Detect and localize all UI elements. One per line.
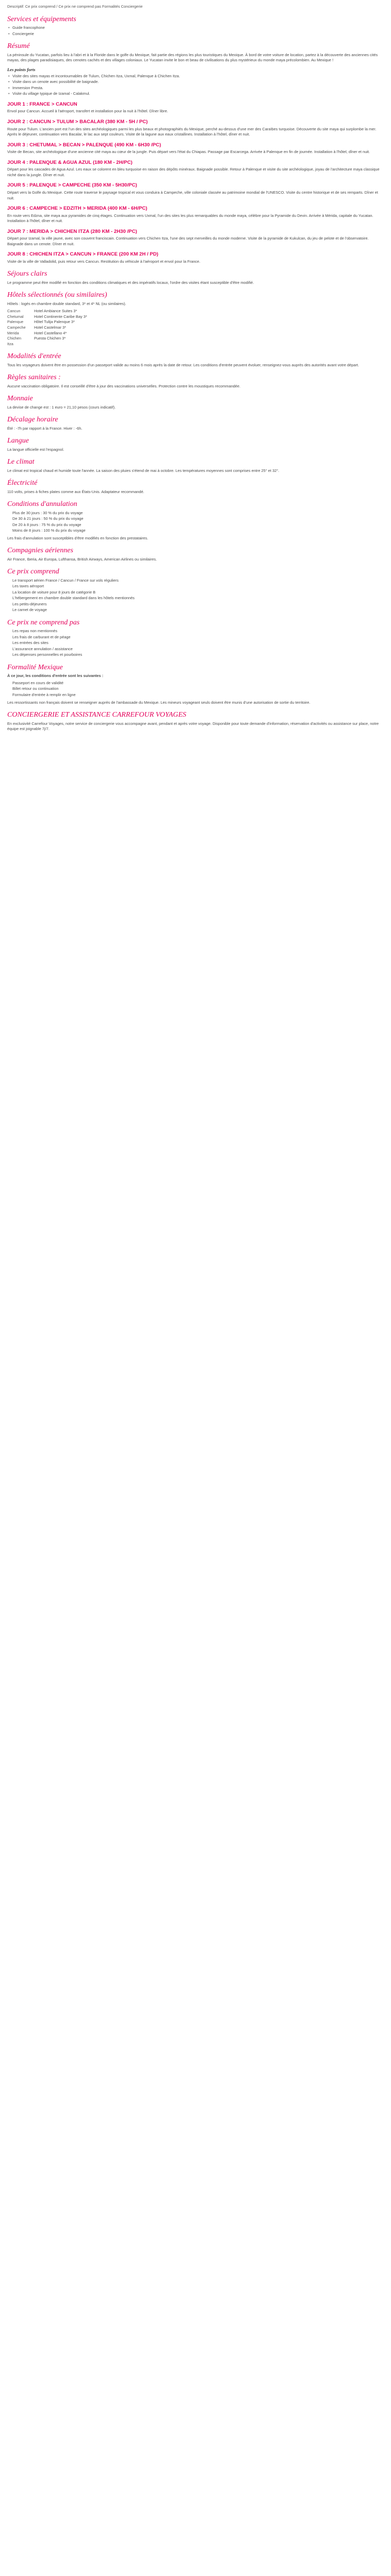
- formalites-intro: À ce jour, les conditions d'entrée sont les suivantes :: [7, 673, 104, 679]
- ne-comprend-item: Les frais de carburant et de péage: [12, 634, 71, 639]
- sejours-text: Le programme peut être modifié en fonction des conditions climatiques et des impératifs locaux, l'ordre des visites étant susceptible d'être modifié.: [7, 280, 254, 285]
- formalites-list: [7, 681, 384, 698]
- hotel-city: Cancun: [7, 309, 21, 314]
- resume-title: Résumé: [7, 42, 30, 50]
- decalage-text: Été : -7h par rapport à la France. Hiver : -6h.: [7, 426, 83, 431]
- day-text: Route pour Tulum. L'ancien port est l'un des sites archéologiques parmi les plus beaux et photographiés du Mexique, perché au-dessus d'une mer des Caraïbes turquoise. Découverte du site maya qui surplombe la mer. Après le déjeuner, continuation vers Bacalar, le lac aux sept couleurs. Visite de la lagune aux eaux cristallines. Installation à l'hôtel, dîner et nuit.: [7, 126, 377, 137]
- ne-comprend-item: Les entrées des sites: [12, 640, 48, 646]
- day-title: JOUR 5 : PALENQUE > CAMPECHE (350 KM - 5H30/PC): [7, 182, 137, 189]
- formalites-title: Formalité Mexique: [7, 663, 63, 671]
- condition-item: De 30 à 21 jours : 50 % du prix du voyage: [12, 516, 84, 521]
- table-row: [7, 325, 93, 331]
- points-forts-title: Les points forts: [7, 66, 36, 72]
- point-fort-item: • Immersion Presta.: [7, 86, 384, 91]
- day-title: JOUR 6 : CAMPECHE > EDZITH > MERIDA (400 KM - 6H/PC): [7, 206, 148, 212]
- formalite-item: Billet retour ou continuation: [12, 686, 59, 691]
- day-title: JOUR 3 : CHETUMAL > BECAN > PALENQUE (490 KM - 6H30 /PC): [7, 142, 161, 148]
- langue-text: La langue officielle est l'espagnol.: [7, 447, 64, 452]
- day-text: Visite de la ville de Valladolid, puis retour vers Cancun. Restitution du véhicule à l'aéroport et envol pour la France.: [7, 259, 201, 264]
- day-title: JOUR 8 : CHICHEN ITZA > CANCUN > FRANCE (200 KM 2H / PD): [7, 251, 158, 258]
- itinerary: [7, 101, 384, 265]
- modalite-text: Tous les voyageurs doivent être en possession d'un passeport valide au moins 6 mois après la date de retour. Les conditions d'entrée peuvent évoluer, renseignez-vous auprès des autorités avant votre départ.: [7, 362, 359, 367]
- table-row: [7, 314, 93, 320]
- service-item: • Guide francophone: [7, 25, 384, 31]
- ne-comprend-item: Les repas non mentionnés: [12, 629, 58, 634]
- decalage-title: Décalage horaire: [7, 416, 58, 424]
- conciergerie-title: CONCIERGERIE ET ASSISTANCE CARREFOUR VOYAGES: [7, 711, 187, 719]
- conditions-note: Les frais d'annulation sont susceptibles d'être modifiés en fonction des prestataires.: [7, 535, 149, 540]
- condition-item: Plus de 30 jours : 30 % du prix du voyage: [12, 510, 83, 515]
- header-note: Descriptif: Ce prix comprend / Ce prix ne comprend pas Formalités Conciergerie: [7, 4, 143, 9]
- langue-title: Langue: [7, 437, 29, 445]
- hotel-city: Palenque: [7, 319, 24, 325]
- monnaie-text: La devise de change est : 1 euro = 21,10 pesos (cours indicatif).: [7, 404, 116, 410]
- points-forts-list: [7, 74, 384, 97]
- comprend-title: Ce prix comprend: [7, 568, 59, 576]
- conditions-title: Conditions d'annulation: [7, 500, 77, 509]
- hotels-title: Hôtels sélectionnés (ou similaires): [7, 291, 107, 299]
- day-text: Départ vers la Golfe du Mexique. Cette route traverse le paysage tropical et vous conduira à Campeche, ville coloniale classée au patrimoine mondial de l'UNESCO. Visite du centre historique et de ses remparts. Dîner et nuit.: [7, 190, 378, 200]
- climat-text: Le climat est tropical chaud et humide toute l'année. La saison des pluies s'étend de mai à octobre. Les températures moyennes sont comprises entre 25° et 32°.: [7, 468, 280, 473]
- day-text: Envol pour Cancun. Accueil à l'aéroport, transfert et installation pour la nuit à l'hôtel. Dîner libre.: [7, 109, 168, 114]
- ne-comprend-item: L'assurance annulation / assistance: [12, 646, 73, 651]
- comprend-item: Les petits-déjeuners: [12, 601, 47, 606]
- comprend-item: Les taxes aéroport: [12, 584, 44, 589]
- services-title: Services et équipements: [7, 15, 76, 23]
- compagnies-text: Air France, Iberia, Air Europa, Lufthansa, British Airways, American Airlines ou similaires.: [7, 556, 157, 562]
- hotel-city: Chichen Itza: [7, 336, 22, 346]
- hotel-city: Merida: [7, 330, 19, 335]
- formalite-item: Passeport en cours de validité: [12, 680, 64, 685]
- day-text: Départ pour les cascades de Agua Azul. Les eaux se colorent en bleu turquoise en raison des dépôts minéraux. Baignade possible. Retour à Palenque et visite du site archéologique, joyau de l'architecture maya classique niché dans la jungle. Dîner et nuit.: [7, 167, 380, 177]
- sejours-title: Séjours clairs: [7, 270, 47, 278]
- hotel-name: Puesta Chichen 3*: [34, 336, 66, 341]
- comprend-item: La location de voiture pour 8 jours de catégorie B: [12, 589, 96, 595]
- hotels-table: [7, 309, 93, 347]
- hotel-city: Chetumal: [7, 314, 24, 319]
- electricite-title: Électricité: [7, 479, 38, 487]
- point-fort-item: • Visite dans un cenote avec possibilité de baignade.: [7, 79, 384, 85]
- day-text: Visite de Becan, site archéologique d'une ancienne cité maya au cœur de la jungle. Puis départ vers l'état du Chiapas. Passage par Escarcega. Arrivée à Palenque en fin de journée. Installation à l'hôtel, dîner et nuit.: [7, 149, 370, 155]
- hotel-name: Hôtel Tulija Palenque 3*: [34, 319, 75, 325]
- ne-comprend-list: [7, 629, 384, 658]
- resume-text: La péninsule du Yucatan, parfois lieu à l'abri et à la Floride dans le golfe du Mexique, fait partie des régions les plus touristiques du Mexique. À bord de votre voiture de location, partez à la découverte des anciennes cités mayas, des plages paradisiaques, des cenotes cachés et des villages coloniaux. Le Yucatan invite le bon et beau de civilisations du plus mystérieux du monde maya précolombien. Au Mexique !: [7, 52, 378, 63]
- point-fort-item: • Visite des sites mayas et incontournables de Tulum, Chichen Itza, Uxmal, Palenque à Chichen Itza.: [7, 74, 384, 79]
- electricite-text: 110 volts, prises à fiches plates comme aux États-Unis. Adaptateur recommandé.: [7, 489, 144, 494]
- hotel-name: Hotel Ambiance Suites 3*: [34, 309, 77, 314]
- condition-item: Moins de 8 jours : 100 % du prix du voyage: [12, 528, 86, 533]
- table-row: [7, 309, 93, 314]
- day-title: JOUR 1 : FRANCE > CANCUN: [7, 101, 77, 107]
- day-title: JOUR 4 : PALENQUE & AGUA AZUL (180 KM - 2H/PC): [7, 159, 133, 165]
- day-text: Départ pour Izamal, la ville jaune, avec son couvent franciscain. Continuation vers Chichen Itza, l'une des sept merveilles du monde moderne. Visite de la pyramide de Kukulcan, du jeu de pelote et de l'observatoire. Baignade dans un cenote. Dîner et nuit.: [7, 236, 369, 246]
- condition-item: De 20 à 8 jours : 75 % du prix du voyage: [12, 522, 82, 527]
- hotel-name: Hotel Castellano 4*: [34, 330, 67, 335]
- monnaie-title: Monnaie: [7, 395, 33, 403]
- comprend-item: L'hébergement en chambre double standard dans les hôtels mentionnés: [12, 596, 135, 601]
- day-title: JOUR 2 : CANCUN > TULUM > BACALAR (380 KM - 5H / PC): [7, 118, 148, 125]
- day-text: En route vers Edzna, site maya aux pyramides de cinq étages. Continuation vers Uxmal, l'un des sites les plus remarquables du monde maya, célèbre pour la Pyramide du Devin. Arrivée à Mérida, capitale du Yucatan. Installation à l'hôtel, dîner et nuit.: [7, 213, 373, 224]
- services-list: [7, 25, 384, 37]
- climat-title: Le climat: [7, 458, 35, 466]
- formalite-item: Formulaire d'entrée à remplir en ligne: [12, 692, 76, 697]
- regles-text: Aucune vaccination obligatoire. Il est conseillé d'être à jour des vaccinations universelles. Protection contre les moustiques recommandée.: [7, 383, 241, 388]
- hotel-city: Campeche: [7, 325, 26, 330]
- point-fort-item: • Visite du village typique de Izamal - Calakmul.: [7, 91, 384, 97]
- day-title: JOUR 7 : MERIDA > CHICHEN ITZA (280 KM - 2H30 /PC): [7, 228, 137, 234]
- hotel-name: Hotel Continente Caribe Bay 3*: [34, 314, 87, 319]
- regles-title: Règles sanitaires :: [7, 374, 61, 382]
- table-row: [7, 319, 93, 325]
- compagnies-title: Compagnies aériennes: [7, 547, 73, 555]
- service-item: • Conciergerie: [7, 31, 384, 37]
- table-row: [7, 331, 93, 336]
- hotel-name: Hotel Castelmar 3*: [34, 325, 67, 330]
- comprend-item: Le carnet de voyage: [12, 607, 47, 613]
- conciergerie-text: En exclusivité Carrefour Voyages, notre service de conciergerie vous accompagne avant, pendant et après votre voyage. Disponible pour toute demande d'information, réservation d'activités ou assistance sur place, notre équipe est joignable 7j/7.: [7, 721, 379, 732]
- conditions-list: [7, 511, 384, 534]
- ne-comprend-item: Les dépenses personnelles et pourboires: [12, 652, 83, 657]
- comprend-item: Le transport aérien France / Cancun / France sur vols réguliers: [12, 578, 119, 583]
- hotels-note: Hôtels : logés en chambre double standard, 3* et 4* NL (ou similaires).: [7, 301, 126, 306]
- comprend-list: [7, 578, 384, 613]
- table-row: [7, 336, 93, 347]
- formalites-text: Les ressortissants non français doivent se renseigner auprès de l'ambassade du Mexique. Les mineurs voyageant seuls doivent être munis d'une autorisation de sortie du territoire.: [7, 700, 311, 705]
- modalite-title: Modalités d'entrée: [7, 352, 61, 361]
- ne-comprend-title: Ce prix ne comprend pas: [7, 618, 80, 626]
